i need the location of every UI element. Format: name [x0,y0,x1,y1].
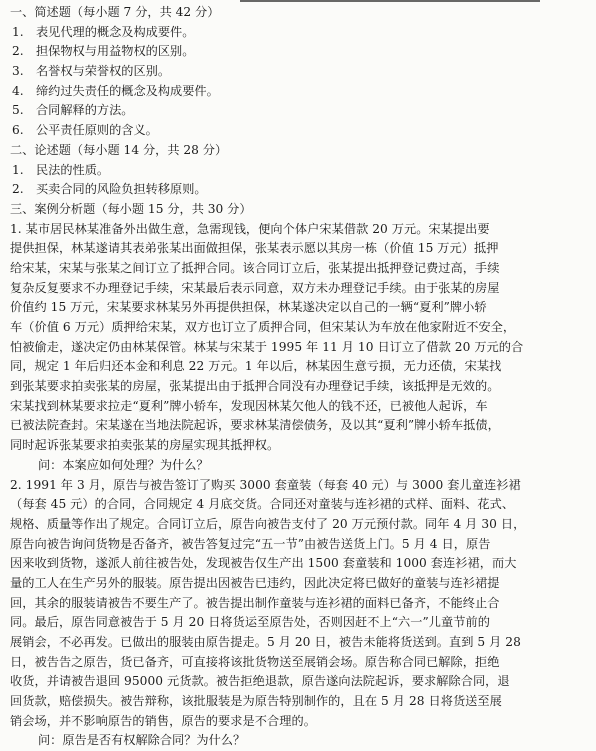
case1-line: 到张某要求拍卖张某的房屋，张某提出由于抵押合同没有办理登记手续，该抵押是无效的。 [10,379,500,394]
case1-line: 复杂反复要求不办理登记手续，宋某最后表示同意，双方未办理登记手续。由于张某的房屋 [10,280,500,295]
case2-question: 问：原告是否有权解除合同？为什么？ [38,733,246,748]
case1-question: 问：本案应如何处理？为什么？ [38,457,209,472]
case2-line: 展销会，不必再发。已做出的服装由原告提走。5 月 20 日，被告未能将货送到。直到 5 月 28 [10,635,521,649]
case1-line: 已被法院查封。宋某遂在当地法院起诉，要求林某清偿债务，及以其“夏利”牌小轿车抵债， [10,418,500,433]
section1-item [10,62,588,82]
case2-text [10,476,588,732]
section2-item-number: 1. [12,162,24,177]
section1-item-number: 4. [12,83,24,98]
section1-item [10,82,588,102]
top-rule [240,0,540,2]
case2-line: 回，其余的服装请被告不要生产了。被告提出制作童装与连衫裙的面料已备齐，不能终止合 [10,595,500,610]
section1-item [10,23,588,43]
section1-item-text: 缔约过失责任的概念及构成要件。 [36,83,219,98]
section1-item [10,42,588,62]
section2-heading: 二、论述题（每小题 14 分，共 28 分） [10,142,228,157]
case1-line: 宋某找到林某要求拉走“夏利”牌小轿车，发现因林某欠他人的钱不还，已被他人起诉，车 [10,398,488,413]
section1-item [10,101,588,121]
section2-item [10,180,588,200]
section1-item-number: 3. [12,64,24,79]
section2-list [10,161,588,200]
section1-item-number: 6. [12,123,24,138]
section2-item-number: 2. [12,182,24,197]
case1-line: 同，规定 1 年后归还本金和利息 22 万元。1 年以后，林某因生意亏损，无力还债，宋某找 [10,359,502,374]
exam-content [10,3,588,751]
section1-list [10,23,588,141]
section2-item [10,161,588,181]
case1-text [10,220,588,456]
section1-heading: 一、简述题（每小题 7 分，共 42 分） [10,5,220,19]
case1-line: 给宋某，宋某与张某之间订立了抵押合同。该合同订立后，张某提出抵押登记费过高，手续 [10,260,500,275]
section1-item-text: 担保物权与用益物权的区别。 [36,44,195,59]
case2-line: 同。最后，原告同意被告于 5 月 20 日将货运至原告处，否则因赶不上“六一”儿童节前的 [10,615,490,630]
section2-item-text: 民法的性质。 [36,162,110,177]
section1-item-number: 1. [12,24,24,39]
case2-line: 原告向被告询问货物是否备齐，被告答复过完“五一节”由被告送货上门。5 月 4 日，原告 [10,536,491,551]
section1-item-text: 名誉权与荣誉权的区别。 [36,64,171,79]
case1-line: 1. 某市居民林某准备外出做生意，急需现钱，便向个体户宋某借款 20 万元。宋某提出要 [10,221,490,236]
case2-line: 量的工人在生产另外的服装。原告提出因被告已违约，因此决定将已做好的童装与连衫裙提 [10,575,500,590]
case2-line: 规格、质量等作出了规定。合同订立后，原告向被告支付了 20 万元预付款。同年 4 月 30 日， [10,516,526,531]
case2-line: 2. 1991 年 3 月，原告与被告签订了购买 3000 套童装（每套 40 元）与 3000 套儿童连衫裙 [10,477,521,492]
case1-line: 车（价值 6 万元）质押给宋某，双方也订立了质押合同，但宋某认为车放在他家附近不安全， [10,320,516,334]
case1-line: 怕被偷走，遂决定仍由林某保管。林某与宋某于 1995 年 11 月 10 日订立了借款 20 万元的合 [10,339,524,354]
section1-item-number: 5. [12,103,24,118]
section2-item-text: 买卖合同的风险负担转移原则。 [36,182,207,197]
section1-item [10,121,588,141]
case2-line: 日，被告告之原告，货已备齐，可直接将该批货物送至展销会场。原告称合同已解除，拒绝 [10,654,500,669]
section3-heading: 三、案例分析题（每小题 15 分，共 30 分） [10,201,252,216]
section1-item-text: 合同解释的方法。 [36,103,134,118]
section1-item-text: 公平责任原则的含义。 [36,123,158,138]
case2-line: 销会场，并不影响原告的销售，原告的要求是不合理的。 [10,713,316,728]
case2-line: （每套 45 元）的合同，合同规定 4 月底交货。合同还对童装与连衫裙的式样、面料、花式、 [10,497,515,512]
case1-line: 同时起诉张某要求拍卖张某的房屋实现其抵押权。 [10,438,280,453]
section1-item-text: 表见代理的概念及构成要件。 [36,24,195,39]
case2-line: 回货款，赔偿损失。被告辩称，该批服装是为原告特别制作的，且在 5 月 28 日将货送至展 [10,694,502,709]
case1-line: 价值约 15 万元，宋某要求林某另外再提供担保，林某遂决定以自己的一辆“夏利”牌小轿 [10,300,487,315]
case2-line: 收货，并请被告退回 95000 元货款。被告拒绝退款，原告遂向法院起诉，要求解除合同，退 [10,674,510,689]
section1-item-number: 2. [12,44,24,59]
case2-line: 因来收到货物，遂派人前往被告处，发现被告仅生产出 1500 套童装和 1000 套连衫裙，而大 [10,556,517,571]
case1-line: 提供担保，林某遂请其表弟张某出面做担保，张某表示愿以其房一栋（价值 15 万元）抵押 [10,241,499,256]
